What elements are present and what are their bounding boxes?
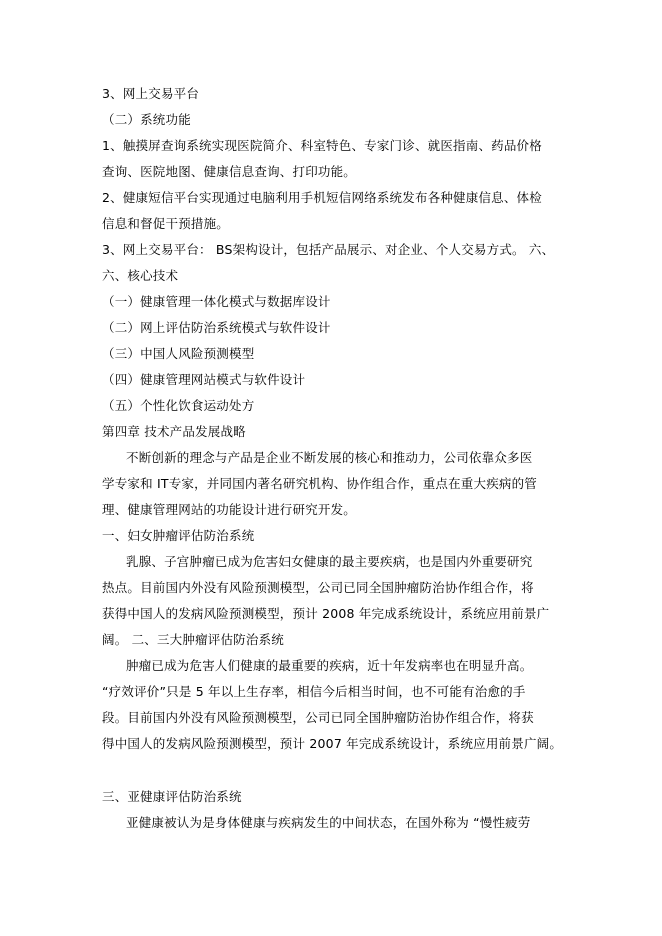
paragraph-line: 理、健康管理网站的功能设计进行研究开发。 — [102, 502, 357, 517]
paragraph-line: 1、触摸屏查询系统实现医院简介、科室特色、专家门诊、就医指南、药品价格 — [102, 138, 542, 153]
paragraph-line: 3、网上交易平台： BS架构设计，包括产品展示、对企业、个人交易方式。 六、 — [102, 242, 555, 257]
paragraph-line: 2、健康短信平台实现通过电脑利用手机短信网络系统发布各种健康信息、体检 — [102, 190, 542, 205]
paragraph-line: 乳腺、子宫肿瘤已成为危害妇女健康的最主要疾病，也是国内外重要研究 — [126, 554, 533, 569]
paragraph-line: 热点。目前国内外没有风险预测模型，公司已同全国肿瘤防治协作组合作，将 — [102, 580, 534, 595]
list-item: （一）健康管理一体化模式与数据库设计 — [102, 294, 331, 309]
heading-core-tech: 六、核心技术 — [102, 268, 179, 283]
chapter-heading: 第四章 技术产品发展战略 — [102, 424, 246, 439]
list-item: （四）健康管理网站模式与软件设计 — [102, 372, 306, 387]
list-item: （三）中国人风险预测模型 — [102, 346, 255, 361]
paragraph-line: 查询、医院地图、健康信息查询、打印功能。 — [102, 164, 357, 179]
paragraph-line: 段。目前国内外没有风险预测模型，公司已同全国肿瘤防治协作组合作，将获 — [102, 710, 534, 725]
paragraph-line: 阔。 二、三大肿瘤评估防治系统 — [102, 632, 284, 647]
section-heading: 三、亚健康评估防治系统 — [102, 789, 242, 804]
paragraph-line: 信息和督促干预措施。 — [102, 216, 230, 231]
paragraph-line: 学专家和 IT专家，并同国内著名研究机构、协作组合作，重点在重大疾病的管 — [102, 476, 537, 491]
paragraph-line: 不断创新的理念与产品是企业不断发展的核心和推动力，公司依靠众多医 — [126, 450, 533, 465]
list-item: （五）个性化饮食运动处方 — [102, 398, 255, 413]
paragraph-line: 亚健康被认为是身体健康与疾病发生的中间状态，在国外称为 “慢性疲劳 — [126, 815, 531, 830]
section-heading: 一、妇女肿瘤评估防治系统 — [102, 528, 255, 543]
paragraph-line: 肿瘤已成为危害人们健康的最重要的疾病，近十年发病率也在明显升高。 — [126, 658, 533, 673]
list-item: （二）网上评估防治系统模式与软件设计 — [102, 320, 331, 335]
paragraph-line: 获得中国人的发病风险预测模型，预计 2008 年完成系统设计，系统应用前景广 — [102, 606, 550, 621]
paragraph-line: 得中国人的发病风险预测模型，预计 2007 年完成系统设计，系统应用前景广阔。 — [102, 736, 563, 751]
paragraph-line: “疗效评价”只是 5 年以上生存率，相信今后相当时间，也不可能有治愈的手 — [102, 684, 526, 699]
heading-online-trading: 3、网上交易平台 — [102, 86, 200, 101]
heading-system-functions: （二）系统功能 — [102, 112, 191, 127]
